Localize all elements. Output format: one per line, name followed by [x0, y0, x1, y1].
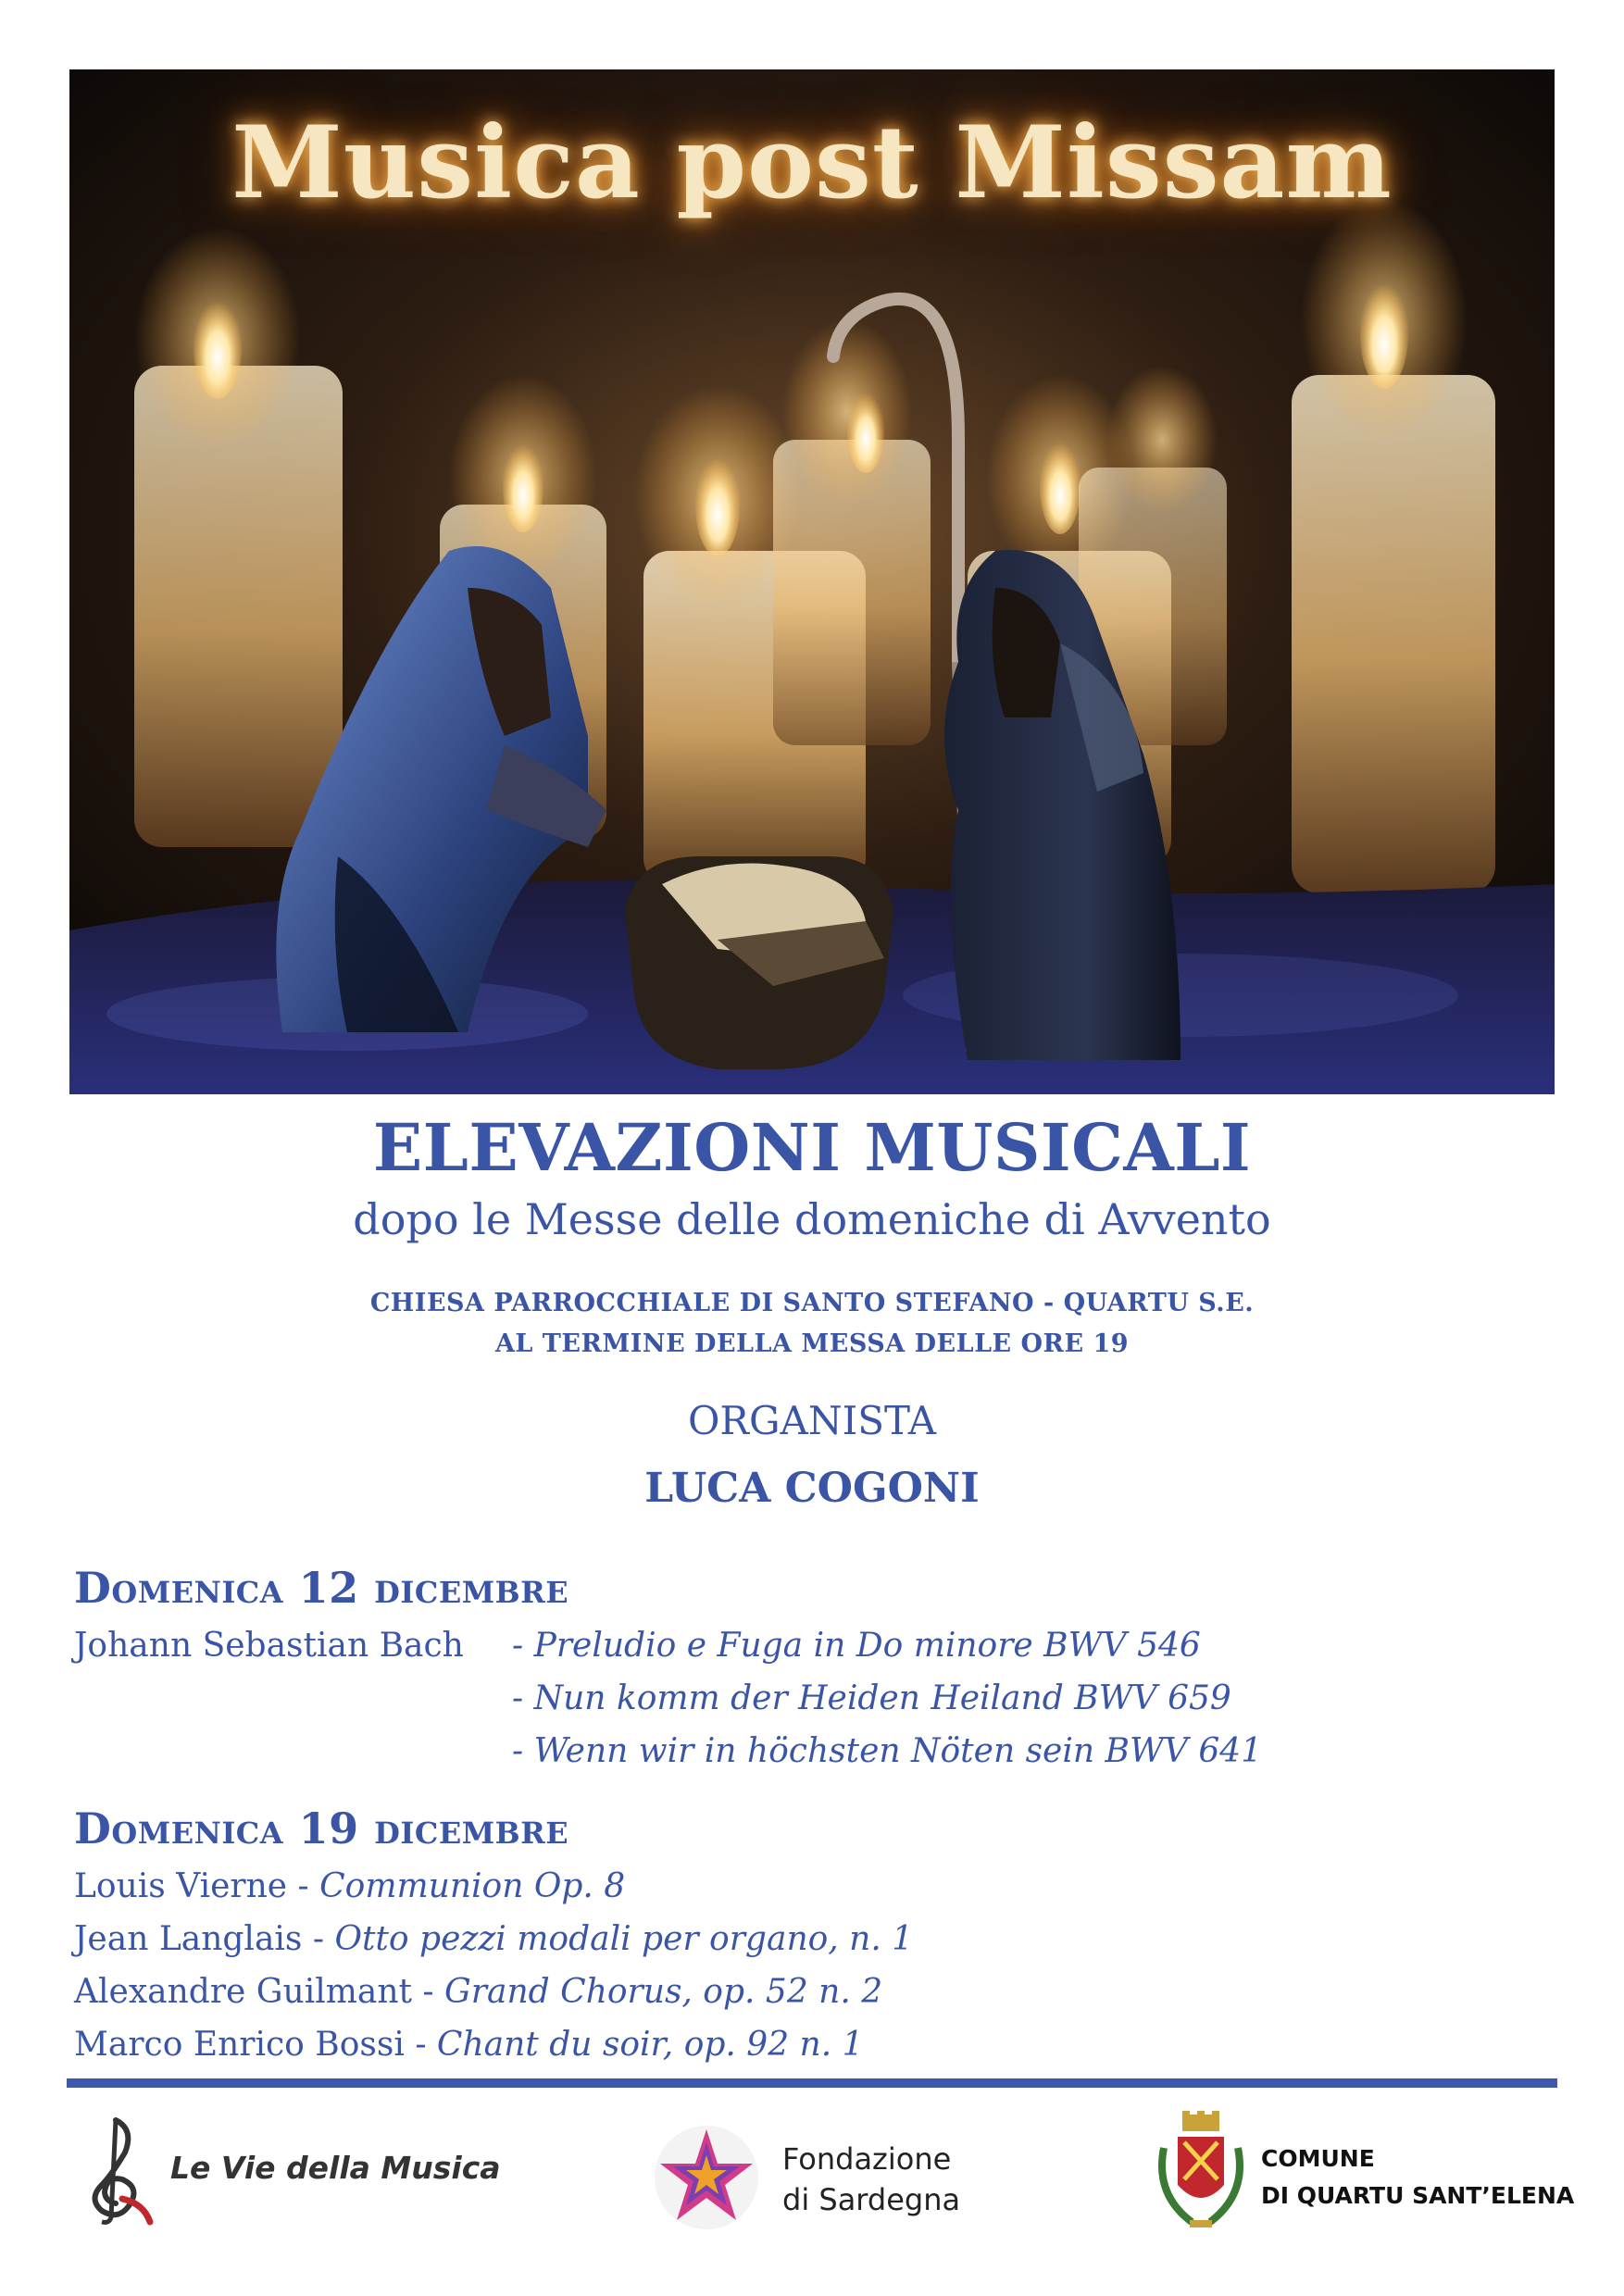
program-day-2-heading: Domenica 19 dicembre	[74, 1803, 569, 1853]
hero-image	[69, 69, 1555, 1094]
treble-clef-icon	[74, 2111, 157, 2227]
day1-work-1: - Preludio e Fuga in Do minore BWV 546	[512, 1627, 1201, 1665]
day2-item-1: Louis Vierne - Communion Op. 8	[74, 1867, 626, 1905]
subheadline: dopo le Messe delle domeniche di Avvento	[353, 1194, 1271, 1244]
day1-work-3: - Wenn wir in höchsten Nöten sein BWV 641	[512, 1732, 1263, 1770]
footer-divider	[67, 2078, 1557, 2088]
sponsor-comune: COMUNE DI QUARTU SANT’ELENA	[1261, 2145, 1575, 2209]
sponsor-vie-della-musica: Le Vie della Musica	[170, 2150, 501, 2186]
program-day-1-heading: Domenica 12 dicembre	[74, 1563, 569, 1613]
day2-item-2: Jean Langlais - Otto pezzi modali per organo, n. 1	[74, 1920, 914, 1958]
coat-of-arms-icon	[1155, 2111, 1247, 2231]
sponsor-fondazione: Fondazione di Sardegna	[782, 2141, 961, 2217]
performer-role: ORGANISTA	[687, 1398, 937, 1443]
headline: ELEVAZIONI MUSICALI	[372, 1109, 1252, 1186]
fondazione-star-icon	[651, 2122, 762, 2233]
nativity-candles-illustration	[69, 69, 1555, 1094]
day1-work-2: - Nun komm der Heiden Heiland BWV 659	[512, 1679, 1231, 1717]
day1-composer: Johann Sebastian Bach	[74, 1627, 464, 1665]
poster-title: Musica post Missam	[231, 105, 1393, 221]
venue-line-1: CHIESA PARROCCHIALE DI SANTO STEFANO - QUARTU S.E.	[369, 1289, 1255, 1317]
day2-item-4: Marco Enrico Bossi - Chant du soir, op. 92 n. 1	[74, 2026, 864, 2064]
venue-line-2: AL TERMINE DELLA MESSA DELLE ORE 19	[494, 1329, 1130, 1358]
day2-item-3: Alexandre Guilmant - Grand Chorus, op. 52 n. 2	[74, 1973, 883, 2011]
performer-name: LUCA COGONI	[644, 1465, 980, 1512]
